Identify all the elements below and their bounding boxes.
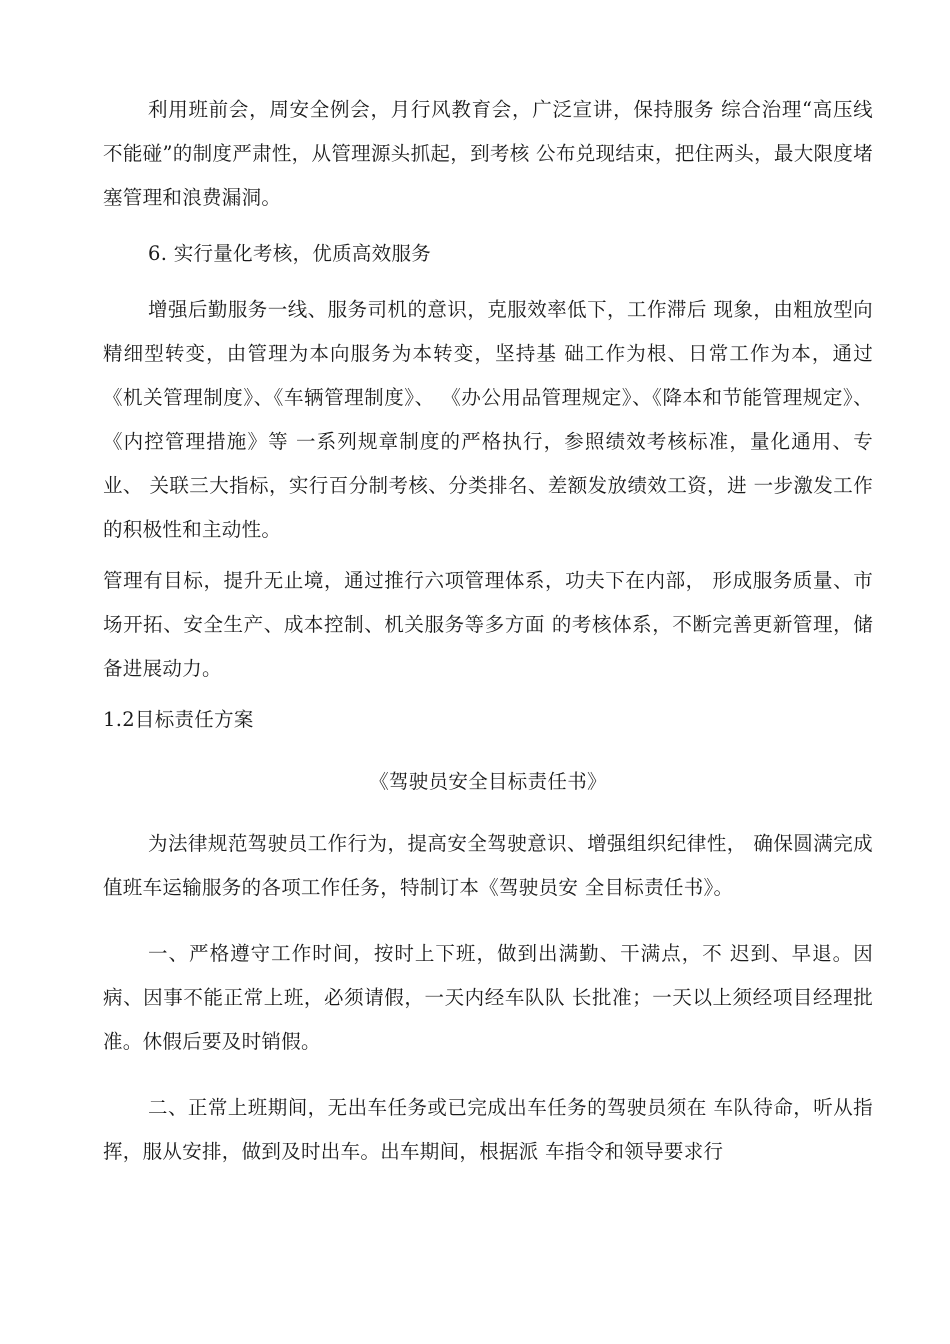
paragraph-management-goal: 管理有目标，提升无止境，通过推行六项管理体系，功夫下在内部， 形成服务质量、市场开拓、安全生产、成本控制、机关服务等多方面 的考核体系，不断完善更新管理，储备进展动力。	[103, 569, 873, 680]
paragraph-rule-1: 一、严格遵守工作时间，按时上下班，做到出满勤、干满点，不 迟到、早退。因病、因事不能正常上班，必须请假，一天内经车队队 长批准；一天以上须经项目经理批准。休假后要及时销假。	[103, 942, 873, 1053]
document-title: 《驾驶员安全目标责任书》	[369, 770, 607, 793]
paragraph-service-awareness: 增强后勤服务一线、服务司机的意识，克服效率低下，工作滞后 现象，由粗放型向精细型转变，由管理为本向服务为本转变，坚持基 础工作为根、日常工作为本，通过《机关管理制度》、《车辆管理制度》、 《办公用品管理规定》、《降本和节能管理规定》、《内控管理措施》等 一系列规章制度的严格执行，参照绩效考核标准，量化通用、专业、 关联三大指标，实行百分制考核、分类排名、差额发放绩效工资，进 一步激发工作的积极性和主动性。	[103, 298, 873, 541]
paragraph-purpose: 为法律规范驾驶员工作行为，提高安全驾驶意识、增强组织纪律性， 确保圆满完成值班车运输服务的各项工作任务，特制订本《驾驶员安 全目标责任书》。	[103, 832, 873, 899]
section-heading-6: 6. 实行量化考核，优质高效服务	[148, 242, 432, 265]
document-body	[103, 88, 873, 1174]
paragraph-publicity: 利用班前会，周安全例会，月行风教育会，广泛宣讲，保持服务 综合治理“高压线不能碰”的制度严肃性，从管理源头抓起，到考核 公布兑现结束，把住两头，最大限度堵塞管理和浪费漏洞。	[103, 98, 873, 209]
paragraph-rule-2: 二、正常上班期间，无出车任务或已完成出车任务的驾驶员须在 车队待命，听从指挥，服从安排，做到及时出车。出车期间，根据派 车指令和领导要求行	[103, 1096, 873, 1163]
section-heading-1-2: 1.2目标责任方案	[103, 708, 254, 731]
